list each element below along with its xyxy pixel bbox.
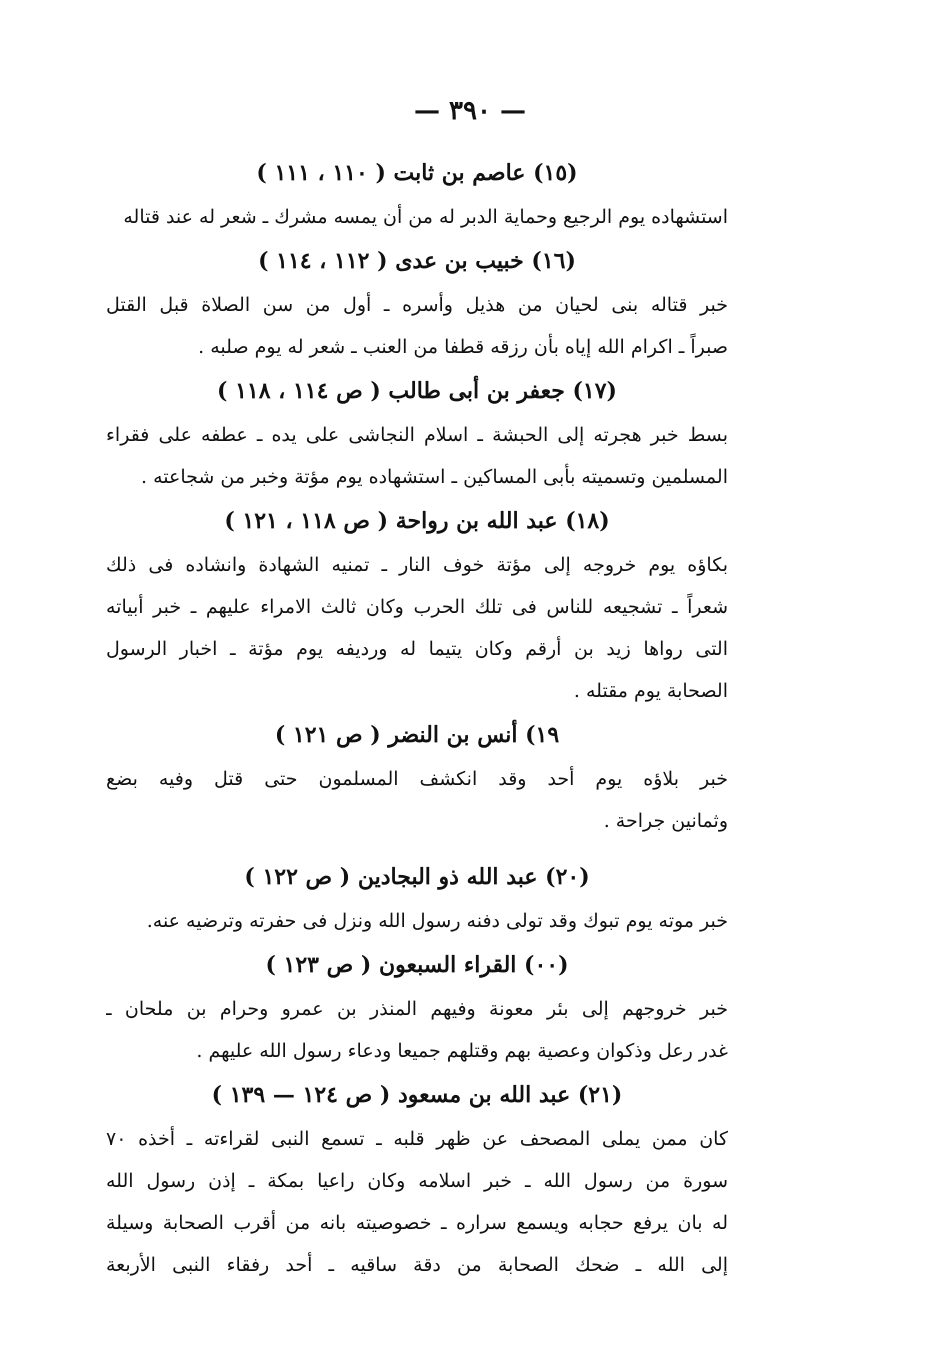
entry-15 (106, 150, 728, 238)
entry-text-line: إلى الله ـ ضحك الصحابة من دقة ساقيه ـ أحد رفقاء النبى الأربعة (106, 1254, 728, 1276)
entry-19 (106, 712, 728, 842)
page-number: — ٣٩٠ — (413, 96, 527, 126)
entry-text-line: التى رواها زيد بن أرقم وكان يتيما له ورديفه يوم مؤتة ـ اخبار الرسول (106, 638, 728, 660)
entry-text-line: خبر قتاله بنى لحيان من هذيل وأسره ـ أول من سن الصلاة قبل القتل (106, 294, 728, 316)
entry-heading: ١٩) أنس بن النضر ( ص ١٢١ ) (274, 722, 560, 748)
entry-text-line: شعراً ـ تشجيعه للناس فى تلك الحرب وكان ثالث الامراء عليهم ـ خبر أبياته (106, 596, 728, 618)
entry-16 (106, 238, 728, 368)
spacer (106, 842, 728, 854)
entry-20 (106, 854, 728, 942)
entry-heading: (٢٠) عبد الله ذو البجادين ( ص ١٢٢ ) (244, 864, 590, 890)
entry-heading: (١٧) جعفر بن أبى طالب ( ص ١١٤ ، ١١٨ ) (217, 378, 617, 404)
entry-text-line: كان ممن يملى المصحف عن ظهر قلبه ـ تسمع النبى لقراءته ـ أخذه ٧٠ (106, 1128, 728, 1150)
entry-21 (106, 1072, 728, 1286)
entry-17 (106, 368, 728, 498)
entry-text-line: له بان يرفع حجابه ويسمع سراره ـ خصوصيته بانه من أقرب الصحابة وسيلة (106, 1212, 728, 1234)
entry-text-line: الصحابة يوم مقتله . (573, 680, 728, 702)
entry-text-line: غدر رعل وذكوان وعصية بهم وقتلهم جميعا ودعاء رسول الله عليهم . (196, 1040, 728, 1062)
entry-text-line: بسط خبر هجرته إلى الحبشة ـ اسلام النجاشى على يده ـ عطفه على فقراء (106, 424, 728, 446)
entry-00 (106, 942, 728, 1072)
entry-heading: (٠٠) القراء السبعون ( ص ١٢٣ ) (265, 952, 569, 978)
entry-text-line: خبر موته يوم تبوك وقد تولى دفنه رسول الله ونزل فى حفرته وترضيه عنه. (146, 910, 728, 932)
entry-text-line: وثمانين جراحة . (603, 810, 728, 832)
entry-text-line: صبراً ـ اكرام الله إياه بأن رزقه قطفا من العنب ـ شعر له يوم صلبه . (198, 336, 728, 358)
entry-text-line: سورة من رسول الله ـ خبر اسلامه وكان راعيا بمكة ـ إذن رسول الله (106, 1170, 728, 1192)
entry-heading: (١٦) خبيب بن عدى ( ١١٢ ، ١١٤ ) (258, 248, 576, 274)
entry-text-line: المسلمين وتسميته بأبى المساكين ـ استشهاده يوم مؤتة وخبر من شجاعته . (141, 466, 728, 488)
entry-18 (106, 498, 728, 712)
entry-text-line: استشهاده يوم الرجيع وحماية الدبر له من أن يمسه مشرك ـ شعر له عند قتاله (123, 206, 728, 228)
page-content (106, 150, 728, 1286)
entry-text-line: خبر خروجهم إلى بئر معونة وفيهم المنذر بن عمرو وحرام بن ملحان ـ (106, 998, 728, 1020)
entry-text-line: بكاؤه يوم خروجه إلى مؤتة خوف النار ـ تمنيه الشهادة وانشاده فى ذلك (106, 554, 728, 576)
entry-text-line: خبر بلاؤه يوم أحد وقد انكشف المسلمون حتى قتل وفيه بضع (106, 768, 728, 790)
entry-heading: (١٨) عبد الله بن رواحة ( ص ١١٨ ، ١٢١ ) (224, 508, 610, 534)
entry-heading: (١٥) عاصم بن ثابت ( ١١٠ ، ١١١ ) (256, 160, 578, 186)
entry-heading: (٢١) عبد الله بن مسعود ( ص ١٢٤ — ١٣٩ ) (211, 1082, 623, 1108)
